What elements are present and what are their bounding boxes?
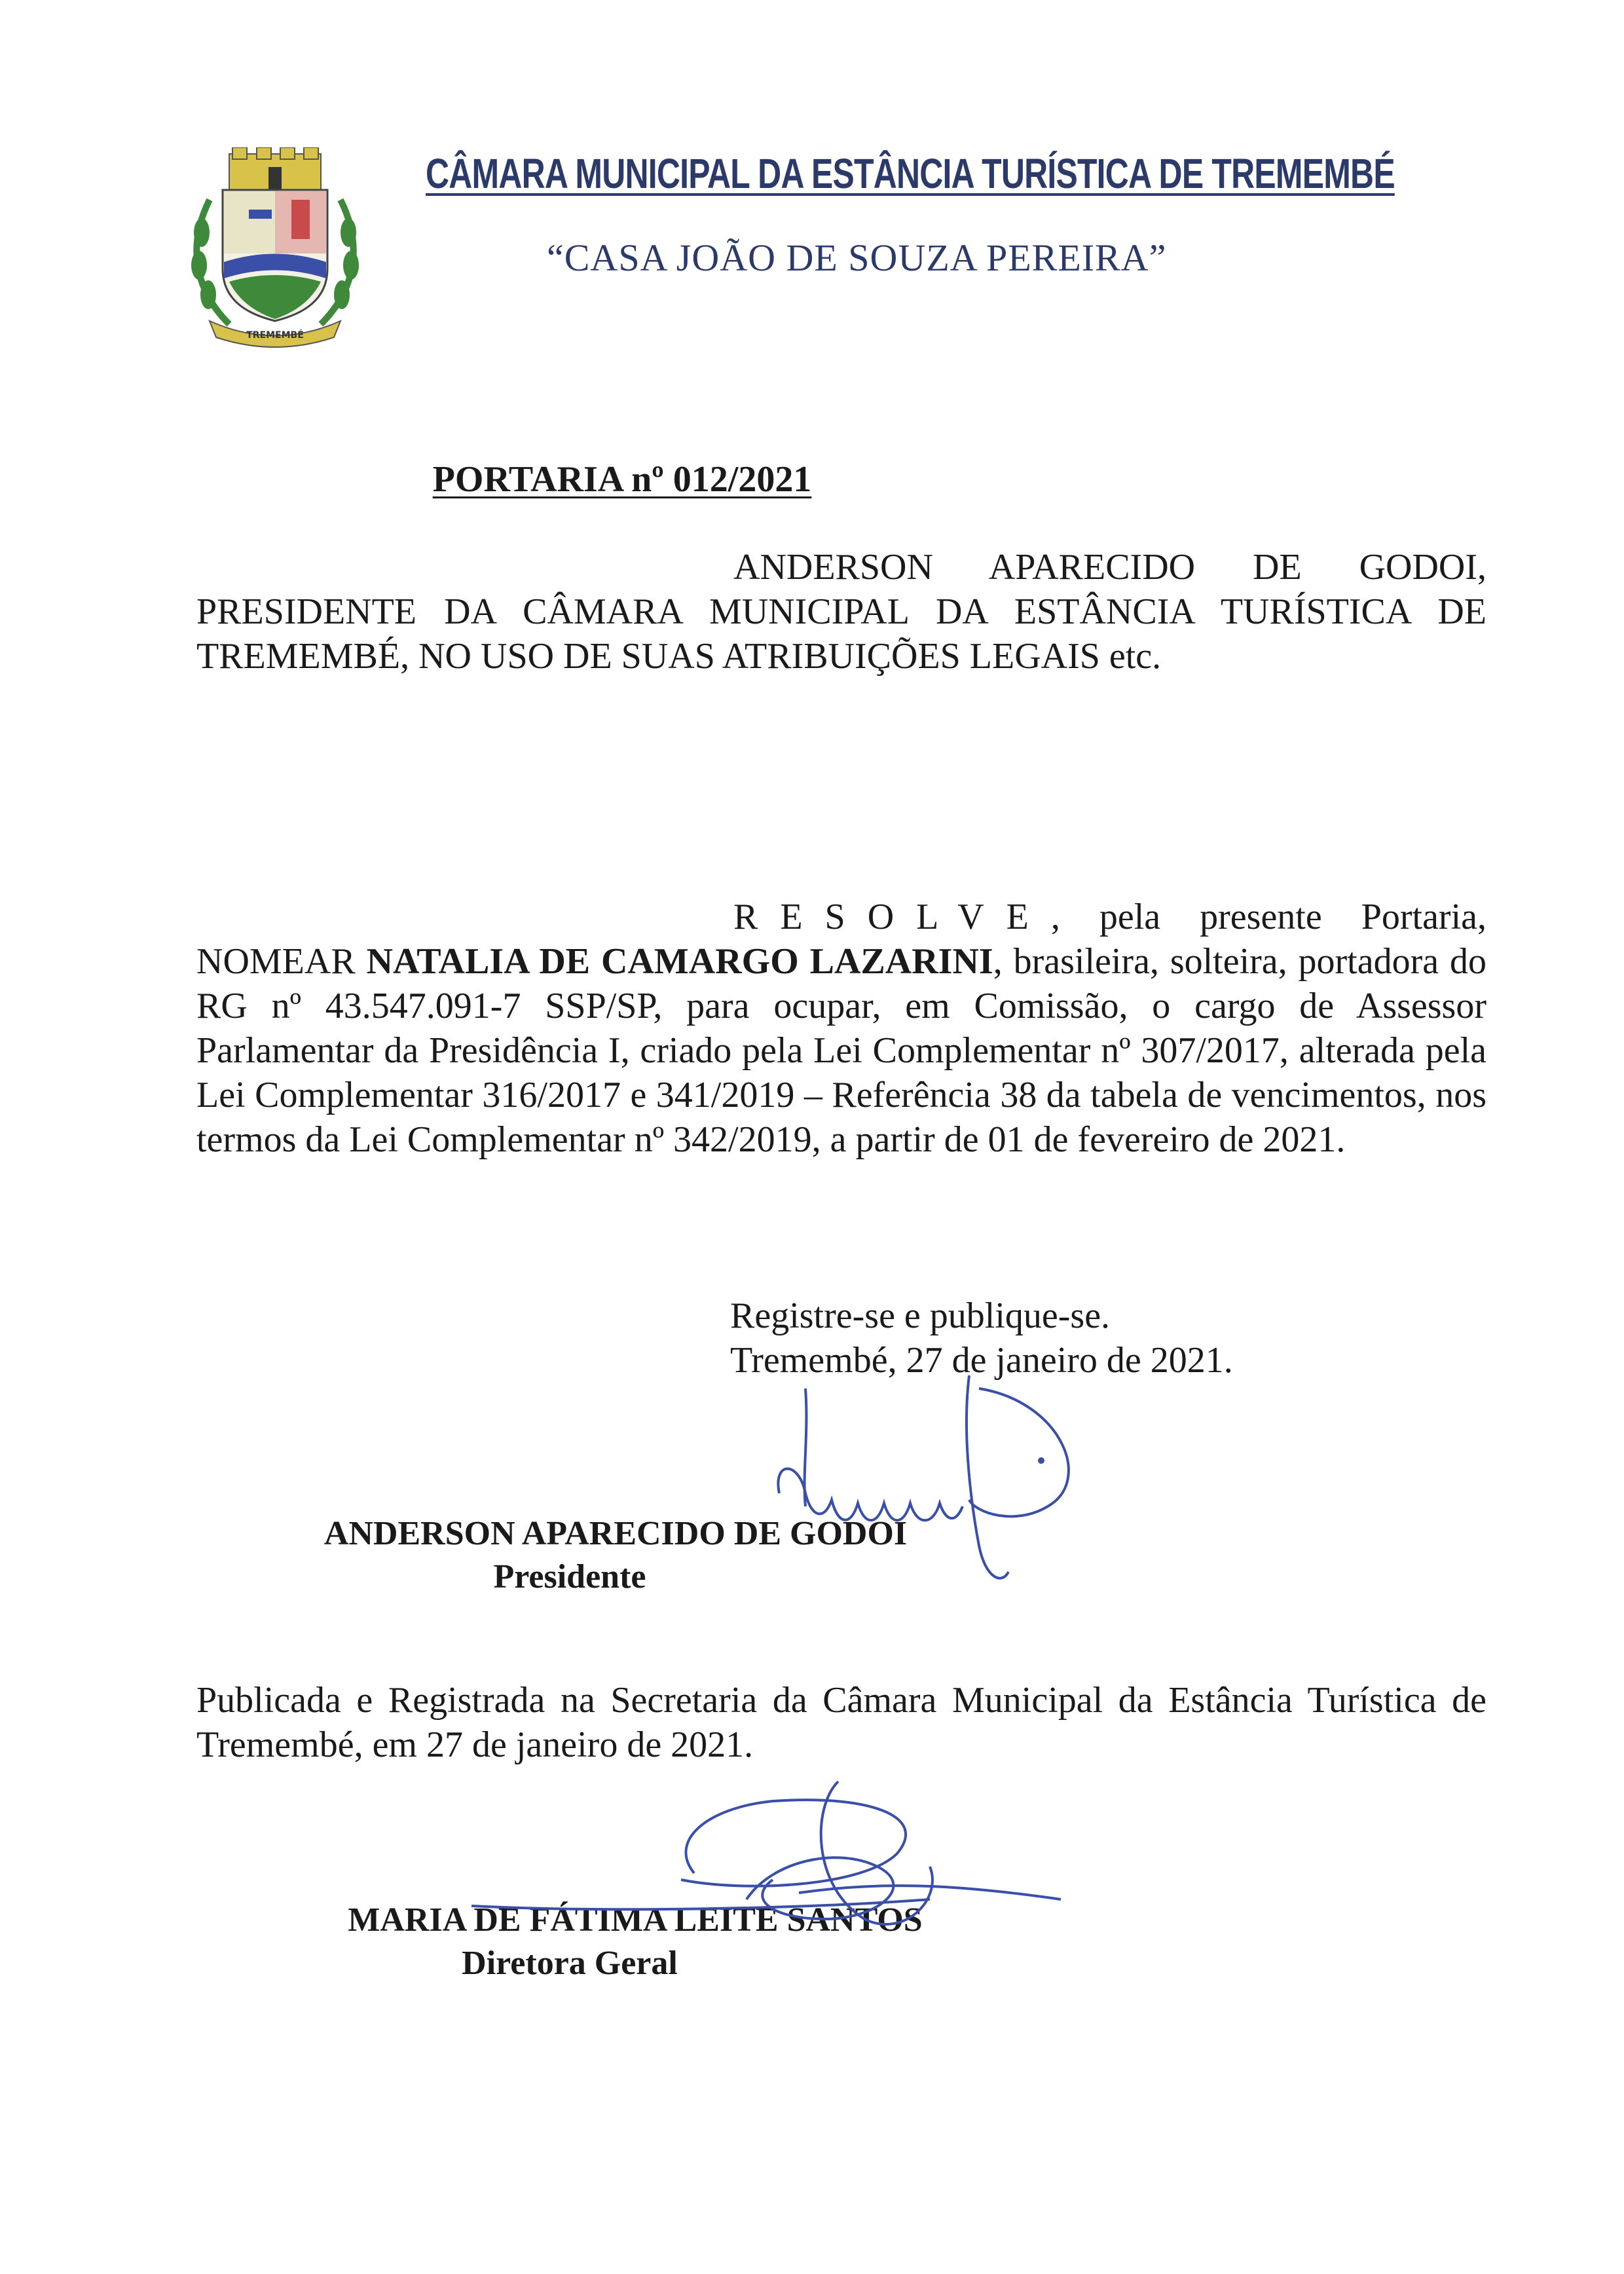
house-name: “CASA JOÃO DE SOUZA PEREIRA” <box>547 236 1167 279</box>
director-role: Diretora Geral <box>462 1945 678 1982</box>
document-title: PORTARIA nº 012/2021 <box>432 459 812 500</box>
closing-line-register: Registre-se e publique-se. <box>730 1295 1111 1336</box>
director-name: MARIA DE FÁTIMA LEITE SANTOS <box>348 1901 923 1939</box>
resolve-intro: , pela presente Portaria, NOMEAR <box>196 897 1486 982</box>
resolve-body: , brasileira, solteira, portadora do RG nº 43.547.091-7 SSP/SP, para ocupar, em Comissão, o cargo de Assessor Parlamentar da Presidência I, criado pela Lei Complementar nº 307/2017, alterada pela Lei Complementar 316/2017 e 341/2019 – Referência 38 da tabela de vencimentos, nos termos da Lei Complementar nº 342/2019, a partir de 01 de fevereiro de 2021. <box>196 941 1486 1160</box>
publication-note: Publicada e Registrada na Secretaria da Câmara Municipal da Estância Turística de Tremembé, em 27 de janeiro de 2021. <box>196 1680 1486 1765</box>
resolve-paragraph <box>196 895 1486 1162</box>
closing-line-date: Tremembé, 27 de janeiro de 2021. <box>730 1340 1233 1381</box>
municipal-crest-icon <box>183 147 367 350</box>
president-role: Presidente <box>493 1558 646 1595</box>
nominee-name: NATALIA DE CAMARGO LAZARINI <box>366 941 993 982</box>
president-name: ANDERSON APARECIDO DE GODOI <box>323 1515 908 1552</box>
preamble-paragraph: ANDERSON APARECIDO DE GODOI, PRESIDENTE DA CÂMARA MUNICIPAL DA ESTÂNCIA TURÍSTICA DE TREMEMBÉ, NO USO DE SUAS ATRIBUIÇÕES LEGAIS etc. <box>196 547 1486 677</box>
resolve-word: RESOLVE <box>733 897 1051 937</box>
crest-ribbon-text: TREMEMBÉ <box>246 330 304 341</box>
institution-name: CÂMARA MUNICIPAL DA ESTÂNCIA TURÍSTICA DE TREMEMBÉ <box>426 150 1395 197</box>
closing-block <box>730 1294 1516 1383</box>
